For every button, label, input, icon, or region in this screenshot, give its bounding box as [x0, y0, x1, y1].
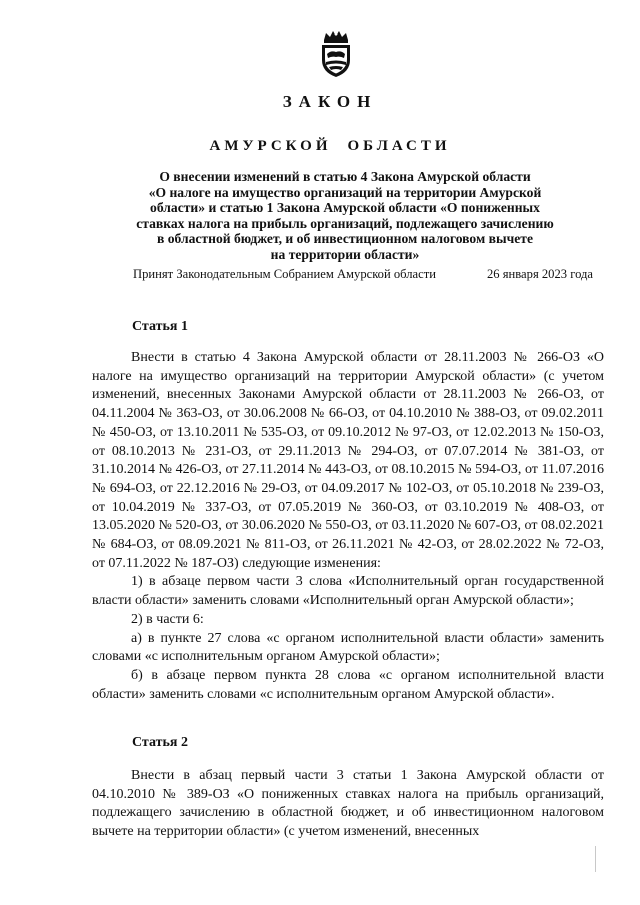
subject-line: «О налоге на имущество организаций на территории Амурской	[148, 184, 542, 200]
subject-line: О внесении изменений в статью 4 Закона Амурской области	[159, 169, 531, 184]
article-1-body	[92, 349, 604, 704]
article-1-paragraph: б) в абзаце первом пункта 28 слова «с органом исполнительной власти области» заменить словами «с исполнительным органом Амурской области».	[92, 667, 604, 702]
margin-mark	[595, 846, 596, 872]
article-2-heading: Статья 2	[132, 735, 188, 750]
article-2-body	[92, 767, 604, 842]
adoption-statement: Принят Законодательным Собранием Амурской области	[133, 267, 436, 281]
article-1-paragraph: 2) в части 6:	[131, 611, 204, 627]
subject-line: на территории области»	[270, 246, 420, 262]
adoption-date: 26 января 2023 года	[487, 267, 594, 281]
region-title	[0, 138, 640, 155]
law-title: ЗАКОН	[282, 92, 378, 111]
article-1-paragraph: 1) в абзаце первом части 3 слова «Исполнительный орган государственной власти области» заменить словами «Исполнительный орган Амурской области»;	[92, 574, 604, 609]
article-1-heading: Статья 1	[132, 319, 188, 334]
subject-line: области» и статью 1 Закона Амурской области «О пониженных	[150, 200, 540, 216]
article-2-paragraph: Внести в абзац первый части 3 статьи 1 Закона Амурской области от 04.10.2010 № 389-ОЗ «О пониженных ставках налога на прибыль организаций, подлежащего зачислению в областной бюджет, и об инвестиционном налоговом вычете на территории области» (с учетом изменений, внесенных	[92, 768, 604, 840]
subject-line: в областной бюджет, и об инвестиционном налоговом вычете	[156, 231, 533, 247]
region-word-2: ОБЛАСТИ	[347, 138, 451, 154]
law-subject	[108, 169, 582, 263]
article-1-paragraph: Внести в статью 4 Закона Амурской области от 28.11.2003 № 266-ОЗ «О налоге на имущество организаций на территории Амурской области» (с учетом изменений, внесенных Законами Амурской области от 28.11.2003 № 266-ОЗ, от 04.11.2004 № 363-ОЗ, от 30.06.2008 № 66-ОЗ, от 04.10.2010 № 388-ОЗ, от 09.02.2011 № 450-ОЗ, от 13.10.2011 № 535-ОЗ, от 09.10.2012 № 97-ОЗ, от 12.02.2013 № 150-ОЗ, от 08.10.2013 № 231-ОЗ, от 29.11.2013 № 294-ОЗ, от 07.07.2014 № 381-ОЗ, от 31.10.2014 № 426-ОЗ, от 27.11.2014 № 443-ОЗ, от 08.10.2015 № 594-ОЗ, от 11.07.2016 № 694-ОЗ, от 22.12.2016 № 29-ОЗ, от 04.09.2017 № 102-ОЗ, от 05.10.2018 № 239-ОЗ, от 10.04.2019 № 337-ОЗ, от 07.05.2019 № 360-ОЗ, от 03.10.2019 № 408-ОЗ, от 13.05.2020 № 520-ОЗ, от 30.06.2020 № 550-ОЗ, от 03.11.2020 № 607-ОЗ, от 08.02.2021 № 684-ОЗ, от 08.09.2021 № 811-ОЗ, от 26.11.2021 № 42-ОЗ, от 28.02.2022 № 72-ОЗ, от 07.11.2022 № 187-ОЗ) следующие изменения:	[92, 350, 604, 571]
coat-of-arms-icon	[316, 30, 356, 78]
article-1-paragraph: а) в пункте 27 слова «с органом исполнительной власти области» заменить словами «с исполнительным органом Амурской области»;	[92, 630, 604, 665]
subject-line: ставках налога на прибыль организаций, подлежащего зачислению	[136, 215, 554, 231]
region-word-1: АМУРСКОЙ	[209, 138, 332, 154]
